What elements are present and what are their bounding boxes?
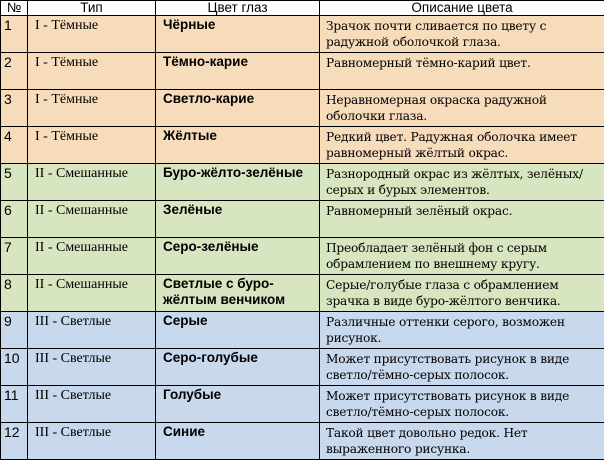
table-row (1, 16, 604, 53)
row-description: Преобладает зелёный фон с серым обрамлением по внешнему кругу. (320, 238, 604, 275)
header-num: № (1, 1, 28, 16)
table-row (1, 127, 604, 164)
row-description: Разнородный окрас из жёлтых, зелёных/серых и бурых элементов. (320, 164, 604, 201)
row-type: III - Светлые (28, 312, 156, 349)
row-number: 11 (1, 386, 28, 423)
row-number: 8 (1, 275, 28, 312)
row-type: II - Смешанные (28, 201, 156, 238)
row-type: III - Светлые (28, 349, 156, 386)
row-type: I - Тёмные (28, 53, 156, 90)
row-description: Такой цвет довольно редок. Нет выраженного рисунка. (320, 423, 604, 460)
row-eye-color: Жёлтые (156, 127, 320, 164)
row-type: II - Смешанные (28, 238, 156, 275)
row-type: I - Тёмные (28, 90, 156, 127)
row-eye-color: Чёрные (156, 16, 320, 53)
table-row (1, 275, 604, 312)
row-description: Зрачок почти сливается по цвету с радужной оболочкой глаза. (320, 16, 604, 53)
row-type: III - Светлые (28, 423, 156, 460)
row-eye-color: Серо-зелёные (156, 238, 320, 275)
row-number: 1 (1, 16, 28, 53)
row-description: Серые/голубые глаза с обрамлением зрачка в виде буро-жёлтого венчика. (320, 275, 604, 312)
row-description: Редкий цвет. Радужная оболочка имеет равномерный жёлтый окрас. (320, 127, 604, 164)
header-description: Описание цвета (320, 1, 604, 16)
row-number: 7 (1, 238, 28, 275)
row-number: 3 (1, 90, 28, 127)
row-eye-color: Синие (156, 423, 320, 460)
row-description: Различные оттенки серого, возможен рисунок. (320, 312, 604, 349)
row-eye-color: Голубые (156, 386, 320, 423)
row-number: 6 (1, 201, 28, 238)
row-description: Равномерный зелёный окрас. (320, 201, 604, 238)
row-number: 4 (1, 127, 28, 164)
row-type: III - Светлые (28, 386, 156, 423)
table-row (1, 201, 604, 238)
row-number: 12 (1, 423, 28, 460)
header-type: Тип (28, 1, 156, 16)
row-eye-color: Зелёные (156, 201, 320, 238)
row-description: Неравномерная окраска радужной оболочки глаза. (320, 90, 604, 127)
row-eye-color: Серо-голубые (156, 349, 320, 386)
table-row (1, 53, 604, 90)
table-row (1, 90, 604, 127)
row-type: I - Тёмные (28, 16, 156, 53)
row-type: II - Смешанные (28, 164, 156, 201)
row-type: II - Смешанные (28, 275, 156, 312)
row-eye-color: Буро-жёлто-зелёные (156, 164, 320, 201)
row-description: Равномерный тёмно-карий цвет. (320, 53, 604, 90)
row-eye-color: Серые (156, 312, 320, 349)
table-row (1, 423, 604, 460)
header-row (1, 1, 604, 16)
row-number: 10 (1, 349, 28, 386)
row-eye-color: Светло-карие (156, 90, 320, 127)
table-row (1, 238, 604, 275)
row-number: 9 (1, 312, 28, 349)
table-row (1, 386, 604, 423)
row-number: 5 (1, 164, 28, 201)
row-description: Может присутствовать рисунок в виде светло/тёмно-серых полосок. (320, 386, 604, 423)
header-eye-color: Цвет глаз (156, 1, 320, 16)
row-number: 2 (1, 53, 28, 90)
table-row (1, 164, 604, 201)
table-row (1, 312, 604, 349)
row-description: Может присутствовать рисунок в виде светло/тёмно-серых полосок. (320, 349, 604, 386)
row-eye-color: Светлые с буро-жёлтым венчиком (156, 275, 320, 312)
table-row (1, 349, 604, 386)
row-eye-color: Тёмно-карие (156, 53, 320, 90)
row-type: I - Тёмные (28, 127, 156, 164)
